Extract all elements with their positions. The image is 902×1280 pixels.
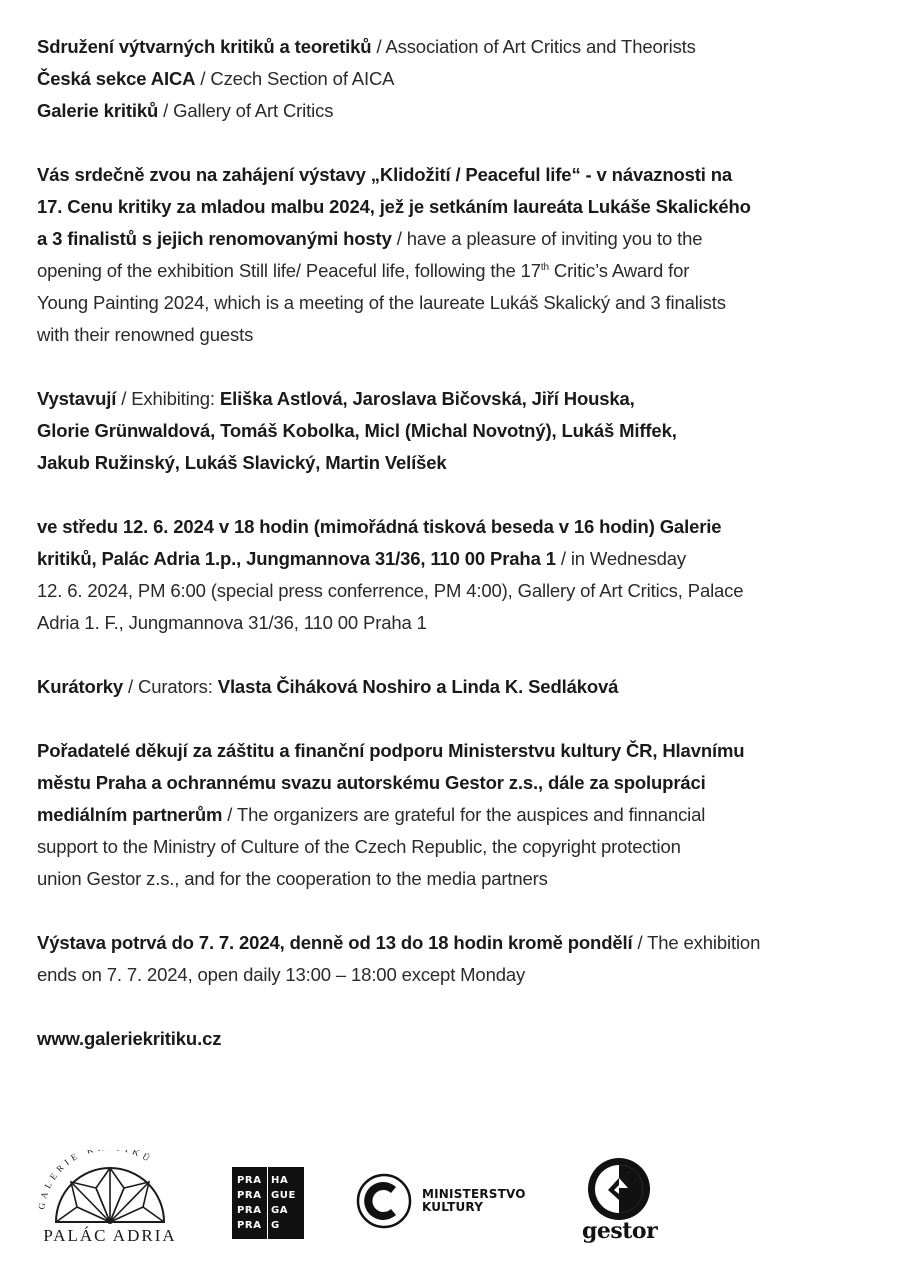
org-line-2: Česká sekce AICA / Czech Section of AICA	[37, 68, 395, 89]
ministry-line-1: MINISTERSTVO	[422, 1187, 526, 1201]
praha-logo: PRA PRA PRA PRA HA GUE GA G	[232, 1167, 304, 1239]
duration-paragraph: Výstava potrvá do 7. 7. 2024, denně od 13 do 18 hodin kromě pondělí / The exhibition ends on 7. 7. 2024, open daily 13:00 – 18:00 except Monday	[37, 932, 761, 985]
org-line-1: Sdružení výtvarných kritiků a teoretiků / Association of Art Critics and Theorists	[37, 36, 696, 57]
organizers-header	[37, 31, 877, 127]
ministry-of-culture-logo	[356, 1173, 546, 1229]
gestor-name: gestor	[582, 1218, 658, 1244]
website-link[interactable]: www.galeriekritiku.cz	[37, 1028, 222, 1049]
partner-logos	[0, 1150, 902, 1260]
org-line-3: Galerie kritiků / Gallery of Art Critics	[37, 100, 334, 121]
website-paragraph	[37, 1023, 877, 1055]
invitation-document	[37, 31, 877, 1087]
svg-text:GALERIE KRITIKŮ	[36, 1150, 155, 1210]
opening-paragraph: ve středu 12. 6. 2024 v 18 hodin (mimořádná tisková beseda v 16 hodin) Galerie kritiků, Palác Adria 1.p., Jungmannova 31/36, 110 00 Praha 1 / in Wednesday 12. 6. 2024, PM 6:00 (special press conferrence, PM 4:00), Gallery of Art Critics, Palace Adria 1. F., Jungmannova 31/36, 110 00 Praha 1	[37, 516, 744, 633]
ministry-line-2: KULTURY	[422, 1200, 484, 1214]
gestor-logo	[582, 1156, 656, 1256]
exhibiting-label: Vystavují	[37, 388, 117, 409]
palac-adria-name: PALÁC ADRIA	[43, 1226, 177, 1245]
invitation-paragraph: Vás srdečně zvou na zahájení výstavy „Klidožití / Peaceful life“ - v návaznosti na 17. Cenu kritiky za mladou malbu 2024, jež je setkáním laureáta Lukáše Skalického a 3 finalistů s jejich renomovanými hosty / have a pleasure of inviting you to the opening of the exhibition Still life/ Peaceful life, following the 17th Critic’s Award for Young Painting 2024, which is a meeting of the laureate Lukáš Skalický and 3 finalists with their renowned guests	[37, 164, 751, 345]
palac-adria-logo	[30, 1150, 190, 1255]
thanks-paragraph: Pořadatelé děkují za záštitu a finanční podporu Ministerstvu kultury ČR, Hlavnímu městu Praha a ochrannému svazu autorskému Gestor z.s., dále za spolupráci mediálním partnerům / The organizers are grateful for the auspices and finnancial support to the Ministry of Culture of the Czech Republic, the copyright protection union Gestor z.s., and for the cooperation to the media partners	[37, 740, 745, 889]
adria-arc-text: GALERIE KŮ	[36, 1150, 155, 1211]
gestor-emblem-icon	[582, 1156, 656, 1222]
palac-adria-emblem-icon	[30, 1150, 190, 1230]
ministry-c-emblem-icon	[356, 1173, 412, 1229]
curators-paragraph: Kurátorky / Curators: Vlasta Čiháková Noshiro a Linda K. Sedláková	[37, 676, 619, 697]
exhibiting-paragraph: Vystavují / Exhibiting: Eliška Astlová, Jaroslava Bičovská, Jiří Houska, Glorie Grünwaldová, Tomáš Kobolka, Micl (Michal Novotný), Lukáš Miffek, Jakub Ružinský, Lukáš Slavický, Martin Velíšek	[37, 388, 677, 473]
